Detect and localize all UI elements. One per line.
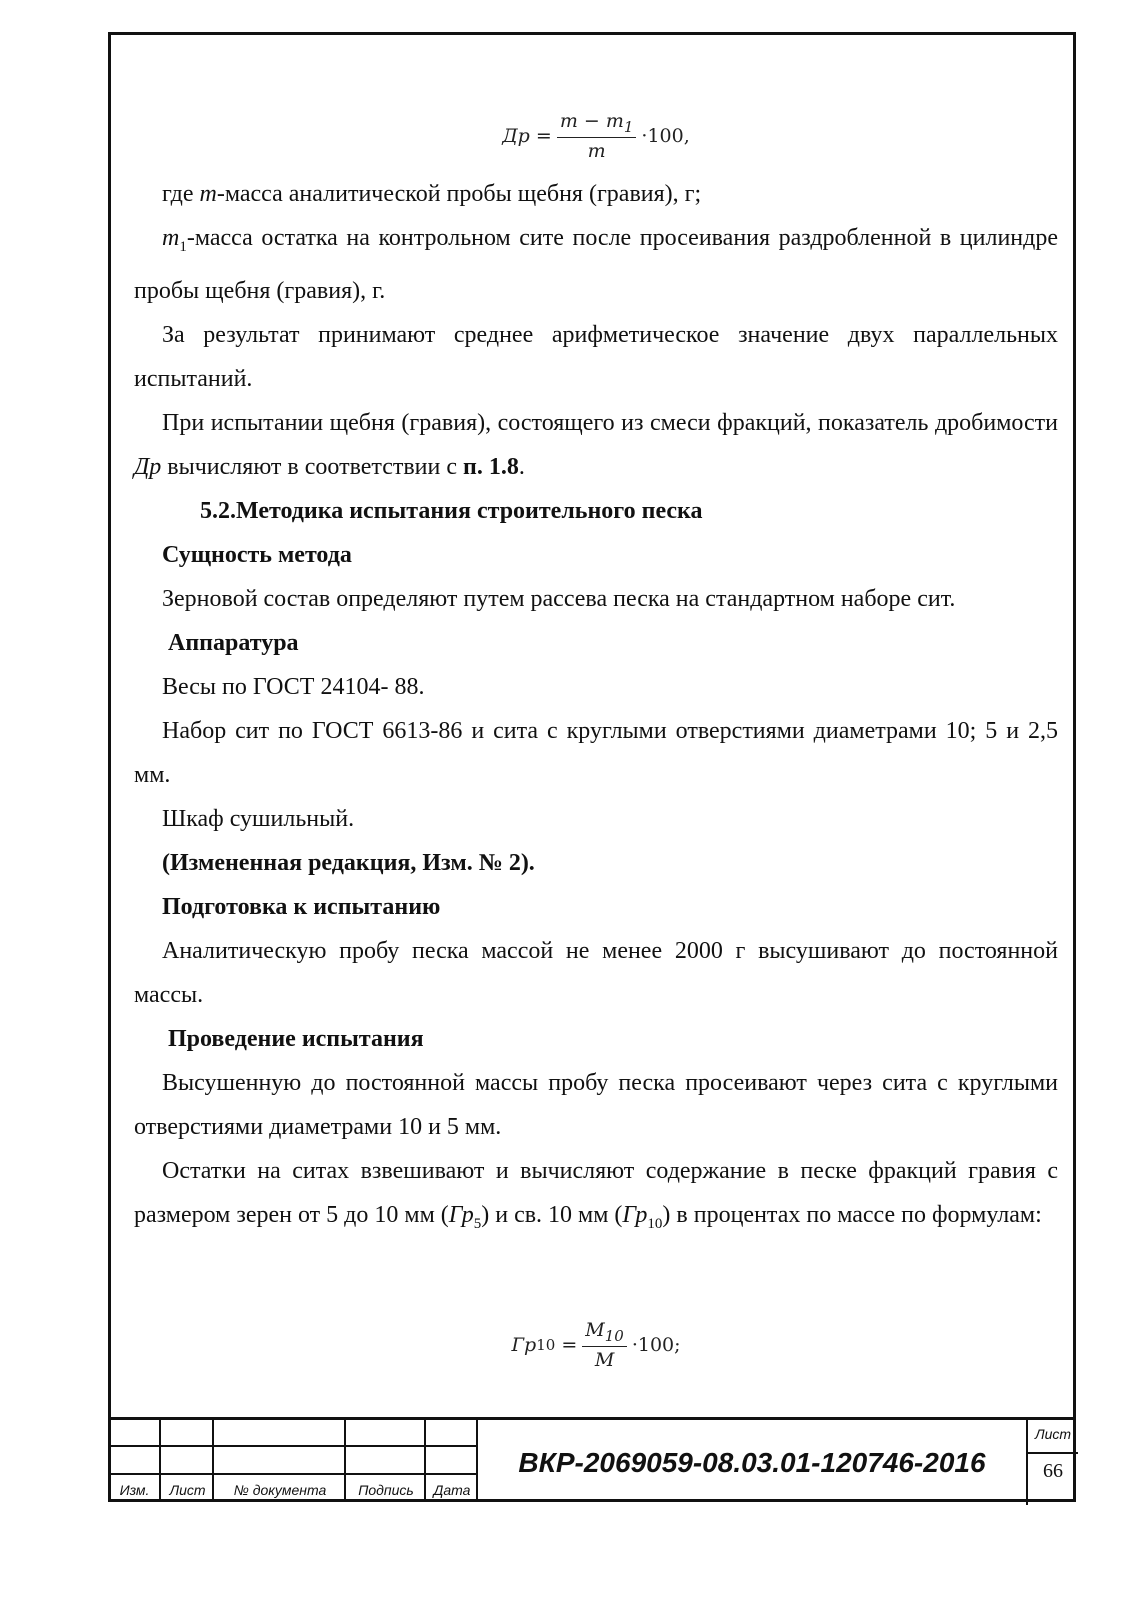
formula-fraction: [557, 110, 637, 163]
formula-lhs: Др: [502, 125, 530, 147]
sheet-label: Лист: [1034, 1426, 1072, 1442]
paragraph-preparation: Аналитическую пробу песка массой не менее 2000 г высушивают до постоянной массы.: [134, 937, 1058, 1008]
formula-numerator-sub: 1: [623, 117, 634, 136]
label-signature: Подпись: [358, 1482, 414, 1498]
paragraph-sieves: Набор сит по ГОСТ 6613-86 и сита с круглыми отверстиями диаметрами 10; 5 и 2,5 мм.: [134, 717, 1058, 788]
formula2-numerator-sub: 10: [604, 1326, 624, 1345]
sheet-number: 66: [1028, 1452, 1078, 1483]
sheet-box: [1026, 1420, 1078, 1505]
formula-gr10: Гр 10 = $\frac{M_{10}}{M}$ ·100;: [511, 1318, 681, 1372]
formula-drobimost: Др = $\frac{m - m_1}{m}$ ·100,: [502, 109, 690, 163]
formula2-tail: ·100;: [631, 1334, 681, 1356]
document-code: ВКР-2069059-08.03.01-120746-2016: [518, 1446, 986, 1478]
formula2-lhs: Гр: [511, 1334, 537, 1356]
paragraph-conduct: Высушенную до постоянной массы пробу песка просеивают через сита с круглыми отверстиями диаметрами 10 и 5 мм.: [134, 1069, 1058, 1140]
formula2-fraction: [582, 1319, 627, 1372]
heading-preparation: Подготовка к испытанию: [162, 893, 441, 920]
paragraph-m1-def: $m_1$-масса остатка на контрольном сите после просеивания раздробленной в цилиндре пробы щебня (гравия), г.: [134, 225, 1058, 304]
row-line-2: [108, 1473, 478, 1475]
formula-numerator: m − m: [559, 109, 624, 132]
paragraph-m-def: где m-масса аналитической пробы щебня (гравия), г;: [162, 181, 702, 207]
heading-conduct: Проведение испытания: [168, 1025, 424, 1052]
paragraph-oven: Шкаф сушильный.: [162, 805, 355, 832]
label-list: Лист: [169, 1482, 206, 1498]
paragraph-essence: Зерновой состав определяют путем рассева песка на стандартном наборе сит.: [162, 585, 956, 612]
formula2-numerator: M: [585, 1318, 605, 1341]
formula2-lhs-sub: 10: [536, 1336, 556, 1354]
formula2-denominator: M: [594, 1349, 615, 1372]
heading-changed-edition: (Измененная редакция, Изм. № 2).: [162, 849, 535, 876]
paragraph-scales: Весы по ГОСТ 24104- 88.: [162, 673, 425, 700]
row-line-1: [108, 1445, 478, 1447]
document-body: [134, 100, 1058, 1372]
label-doc-number: № документа: [233, 1482, 327, 1498]
paragraph-residues: Остатки на ситах взвешивают и вычисляют содержание в песке фракций гравия с размером зерен от 5 до 10 мм $(Гр_5)$ и св. 10 мм $(Гр_{10})$ в процентах по массе по формулам:: [134, 1157, 1058, 1232]
title-block: [108, 1417, 1076, 1502]
heading-apparatus: Аппаратура: [168, 629, 299, 656]
paragraph-mixture: При испытании щебня (гравия), состоящего из смеси фракций, показатель дробимости Др вычисляют в соответствии с п. 1.8.: [134, 409, 1058, 480]
formula-tail: ·100,: [641, 125, 690, 147]
label-izm: Изм.: [119, 1482, 150, 1498]
paragraph-result: За результат принимают среднее арифметическое значение двух параллельных испытаний.: [134, 321, 1058, 392]
section-heading-5-2: 5.2.Методика испытания строительного песка: [200, 497, 703, 524]
label-date: Дата: [433, 1482, 471, 1498]
formula-denominator: m: [587, 140, 606, 163]
heading-essence: Сущность метода: [162, 541, 352, 568]
